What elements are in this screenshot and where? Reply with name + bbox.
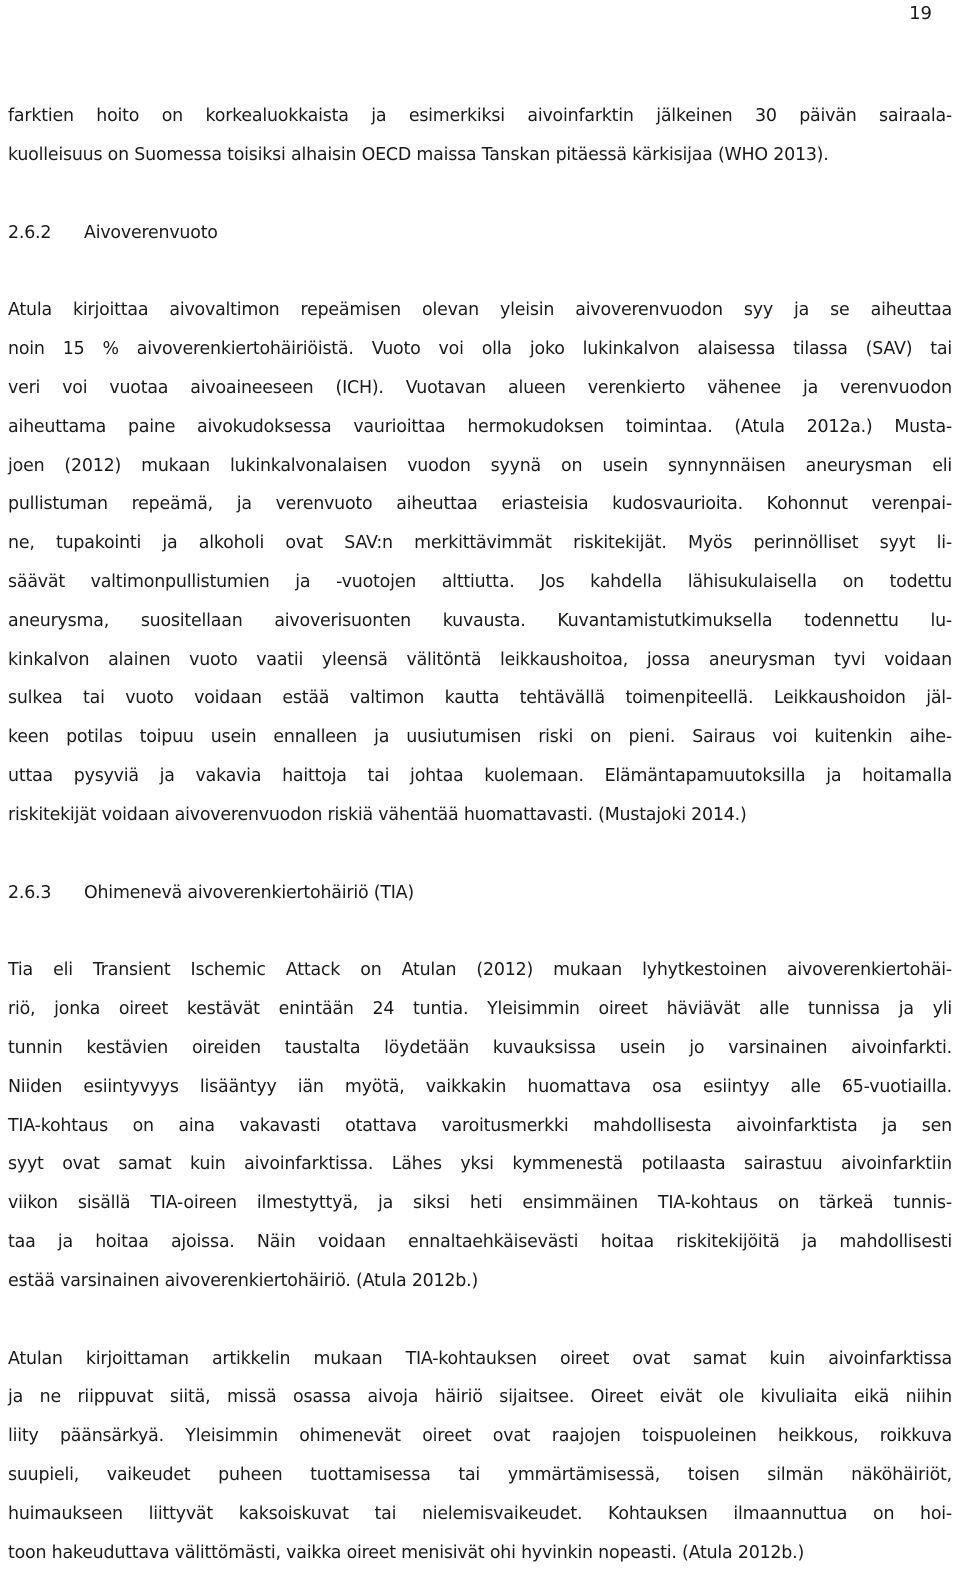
text-line: uttaa pysyviä ja vakavia haittoja tai johtaa kuolemaan. Elämäntapamuutoksilla ja hoitamalla bbox=[8, 765, 952, 786]
section-number: 2.6.2 bbox=[8, 222, 52, 243]
paragraph-aivoverenvuoto bbox=[8, 291, 952, 834]
section-title: Ohimenevä aivoverenkiertohäiriö (TIA) bbox=[84, 882, 414, 903]
intro-paragraph bbox=[8, 97, 952, 175]
text-line: tunnin kestävien oireiden taustalta löydetään kuvauksissa usein jo varsinainen aivoinfarkti. bbox=[8, 1037, 952, 1058]
text-line: noin 15 % aivoverenkiertohäiriöistä. Vuoto voi olla joko lukinkalvon alaisessa tilassa (SAV) tai bbox=[8, 339, 952, 360]
text-line: joen (2012) mukaan lukinkalvonalaisen vuodon syynä on usein synnynnäisen aneurysman eli bbox=[8, 455, 952, 476]
text-line: farktien hoito on korkealuokkaista ja esimerkiksi aivoinfarktin jälkeinen 30 päivän sairaala- bbox=[8, 106, 952, 126]
text-line: sulkea tai vuoto voidaan estää valtimon kautta tehtävällä toimenpiteellä. Leikkaushoidon jäl- bbox=[8, 688, 952, 709]
text-line: kuolleisuus on Suomessa toisiksi alhaisin OECD maissa Tanskan pitäessä kärkisijaa (WHO 2013). bbox=[8, 144, 829, 165]
section-heading-2-6-2 bbox=[8, 214, 952, 253]
text-line: riö, jonka oireet kestävät enintään 24 tuntia. Yleisimmin oireet häviävät alle tunnissa ja yli bbox=[8, 999, 952, 1020]
section-number: 2.6.3 bbox=[8, 882, 52, 903]
text-line: liity päänsärkyä. Yleisimmin ohimenevät oireet ovat raajojen toispuoleinen heikkous, roikkuva bbox=[8, 1426, 952, 1447]
paragraph-tia-definition bbox=[8, 951, 952, 1300]
text-line: Atulan kirjoittaman artikkelin mukaan TIA-kohtauksen oireet ovat samat kuin aivoinfarktissa bbox=[8, 1348, 952, 1369]
text-line: keen potilas toipuu usein ennalleen ja uusiutumisen riski on pieni. Sairaus voi kuitenkin aihe- bbox=[8, 727, 952, 748]
text-line: aneurysma, suositellaan aivoverisuonten kuvausta. Kuvantamistutkimuksella todennettu lu- bbox=[8, 610, 952, 631]
text-line: säävät valtimonpullistumien ja -vuotojen alttiutta. Jos kahdella lähisukulaisella on todettu bbox=[8, 571, 952, 592]
text-line: veri voi vuotaa aivoaineeseen (ICH). Vuotavan alueen verenkierto vähenee ja verenvuodon bbox=[8, 377, 952, 398]
text-line: suupieli, vaikeudet puheen tuottamisessa tai ymmärtämisessä, toisen silmän näköhäiriöt, bbox=[8, 1464, 952, 1485]
text-line: pullistuman repeämä, ja verenvuoto aiheuttaa eriasteisia kudosvaurioita. Kohonnut verenpai- bbox=[8, 494, 952, 515]
text-line: huimaukseen liittyvät kaksoiskuvat tai nielemisvaikeudet. Kohtauksen ilmaannuttua on hoi- bbox=[8, 1503, 952, 1524]
paragraph-tia-symptoms bbox=[8, 1340, 952, 1573]
text-line: aiheuttama paine aivokudoksessa vaurioittaa hermokudoksen toimintaa. (Atula 2012a.) Musta- bbox=[8, 416, 952, 437]
text-line: taa ja hoitaa ajoissa. Näin voidaan ennaltaehkäisevästi hoitaa riskitekijöitä ja mahdollisesti bbox=[8, 1231, 952, 1252]
section-heading-2-6-3 bbox=[8, 874, 952, 913]
text-line: estää varsinainen aivoverenkiertohäiriö. (Atula 2012b.) bbox=[8, 1270, 479, 1291]
text-line: syyt ovat samat kuin aivoinfarktissa. Lähes yksi kymmenestä potilaasta sairastuu aivoinfarktiin bbox=[8, 1154, 952, 1175]
text-line: toon hakeuduttava välittömästi, vaikka oireet menisivät ohi hyvinkin nopeasti. (Atula 2012b.) bbox=[8, 1542, 805, 1563]
text-line: Niiden esiintyvyys lisääntyy iän myötä, vaikkakin huomattava osa esiintyy alle 65-vuotiailla. bbox=[8, 1076, 952, 1097]
text-line: TIA-kohtaus on aina vakavasti otattava varoitusmerkki mahdollisesta aivoinfarktista ja sen bbox=[8, 1115, 952, 1136]
document-body bbox=[8, 97, 952, 1572]
text-line: kinkalvon alainen vuoto vaatii yleensä välitöntä leikkaushoitoa, jossa aneurysman tyvi voidaan bbox=[8, 649, 952, 670]
text-line: ja ne riippuvat siitä, missä osassa aivoja häiriö sijaitsee. Oireet eivät ole kivuliaita eikä niihin bbox=[8, 1387, 952, 1408]
text-line: Tia eli Transient Ischemic Attack on Atulan (2012) mukaan lyhytkestoinen aivoverenkiertohäi- bbox=[8, 960, 952, 981]
text-line: ne, tupakointi ja alkoholi ovat SAV:n merkittävimmät riskitekijät. Myös perinnölliset syyt li- bbox=[8, 533, 952, 554]
text-line: viikon sisällä TIA-oireen ilmestyttyä, ja siksi heti ensimmäinen TIA-kohtaus on tärkeä tunnis- bbox=[8, 1193, 952, 1214]
text-line: riskitekijät voidaan aivoverenvuodon riskiä vähentää huomattavasti. (Mustajoki 2014.) bbox=[8, 804, 747, 825]
text-line: Atula kirjoittaa aivovaltimon repeämisen olevan yleisin aivoverenvuodon syy ja se aiheuttaa bbox=[8, 300, 952, 321]
section-title: Aivoverenvuoto bbox=[84, 222, 218, 243]
page-number: 19 bbox=[909, 3, 932, 24]
